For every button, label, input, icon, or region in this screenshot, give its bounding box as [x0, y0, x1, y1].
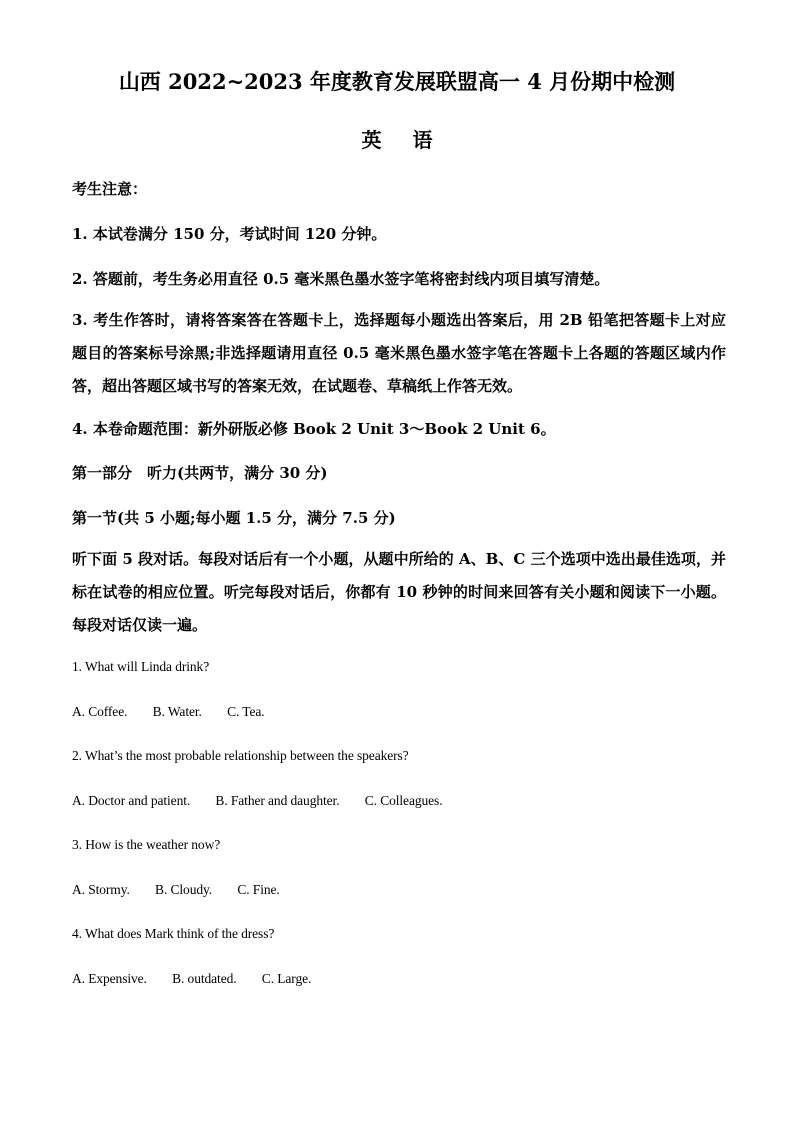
question-3-stem: 3. How is the weather now? — [72, 837, 221, 852]
question-3-option-c: C. Fine. — [237, 882, 280, 897]
question-2-stem: 2. What’s the most probable relationship between the speakers? — [72, 748, 409, 763]
question-1-stem: 1. What will Linda drink? — [72, 659, 210, 674]
question-1-option-b: B. Water. — [152, 704, 202, 719]
listening-instructions: 听下面 5 段对话。每段对话后有一个小题，从题中所给的 A、B、C 三个选项中选出最佳选项，并标在试卷的相应位置。听完每段对话后，你都有 10 秒钟的时间来回答有关小题和阅读下一小题。每段对话仅读一遍。 — [72, 550, 726, 634]
subject-title: 英 语 — [361, 128, 445, 152]
question-2-options — [72, 793, 732, 809]
notice-item-3: 3. 考生作答时，请将答案答在答题卡上，选择题每小题选出答案后，用 2B 铅笔把答题卡上对应题目的答案标号涂黑;非选择题请用直径 0.5 毫米黑色墨水签字笔在答题卡上各题的答题区域内作答，超出答题区域书写的答案无效，在试题卷、草稿纸上作答无效。 — [72, 311, 726, 395]
notice-item-2: 2. 答题前，考生务必用直径 0.5 毫米黑色墨水签字笔将密封线内项目填写清楚。 — [72, 270, 610, 288]
question-3-option-a: A. Stormy. — [72, 882, 130, 897]
question-2-option-b: B. Father and daughter. — [215, 793, 340, 808]
section1-heading: 第一节(共 5 小题;每小题 1.5 分，满分 7.5 分) — [72, 509, 396, 527]
notice-heading: 考生注意： — [72, 180, 148, 198]
notice-item-1: 1. 本试卷满分 150 分，考试时间 120 分钟。 — [72, 225, 387, 243]
question-2-option-c: C. Colleagues. — [364, 793, 443, 808]
question-2-option-a: A. Doctor and patient. — [72, 793, 191, 808]
exam-title: 山西 2022~2023 年度教育发展联盟高一 4 月份期中检测 — [118, 69, 676, 94]
question-1-option-a: A. Coffee. — [72, 704, 128, 719]
question-1-option-c: C. Tea. — [227, 704, 265, 719]
part1-heading: 第一部分 听力(共两节，满分 30 分) — [72, 464, 328, 482]
question-3-options — [72, 882, 732, 898]
question-4-stem: 4. What does Mark think of the dress? — [72, 926, 275, 941]
question-4-options — [72, 971, 732, 987]
question-4-option-a: A. Expensive. — [72, 971, 147, 986]
question-3-option-b: B. Cloudy. — [155, 882, 213, 897]
question-1-options — [72, 704, 732, 720]
question-4-option-c: C. Large. — [261, 971, 312, 986]
notice-item-4: 4. 本卷命题范围：新外研版必修 Book 2 Unit 3～Book 2 Unit 6。 — [72, 420, 556, 438]
question-4-option-b: B. outdated. — [172, 971, 237, 986]
